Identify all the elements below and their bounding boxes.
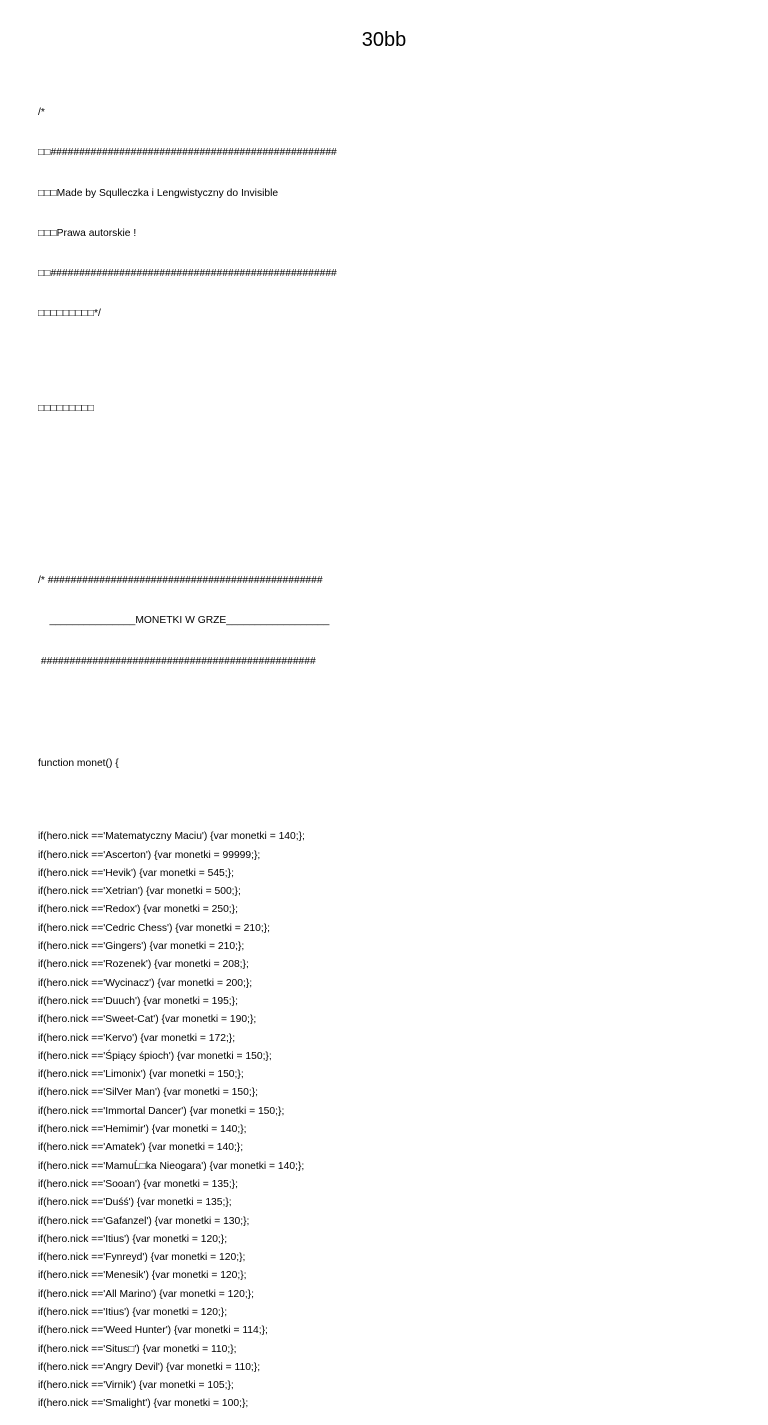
code-line: if(hero.nick =='Limonix') {var monetki = 150;}; (38, 1069, 244, 1081)
code-line: if(hero.nick =='Situs□') {var monetki = 110;}; (38, 1343, 237, 1355)
comment-line: /* (38, 107, 45, 118)
comment-line: □□################################################## (38, 147, 337, 159)
code-line: if(hero.nick =='Weed Hunter') {var monetki = 114;}; (38, 1325, 268, 1337)
code-line: if(hero.nick =='Itius') {var monetki = 120;}; (38, 1233, 228, 1245)
code-line: if(hero.nick =='Duuch') {var monetki = 195;}; (38, 995, 238, 1007)
code-line: if(hero.nick =='Angry Devil') {var monetki = 110;}; (38, 1361, 261, 1373)
code-line: if(hero.nick =='Ascerton') {var monetki = 99999;}; (38, 849, 261, 861)
code-line: if(hero.nick =='Hemimir') {var monetki = 140;}; (38, 1124, 247, 1136)
comment-line: □□□□□□□□□*/ (38, 308, 101, 320)
code-line: if(hero.nick =='Menesik') {var monetki = 120;}; (38, 1270, 247, 1282)
code-line: if(hero.nick =='Virnik') {var monetki = 105;}; (38, 1380, 234, 1392)
code-line: if(hero.nick =='SilVer Man') {var monetki = 150;}; (38, 1087, 258, 1099)
header-comment-block (38, 82, 738, 346)
code-lines (38, 828, 738, 1414)
code-line: if(hero.nick =='Matematyczny Maciu') {var monetki = 140;}; (38, 831, 305, 843)
function-header: function monet() { (38, 757, 119, 769)
code-line: if(hero.nick =='Śpiący śpioch') {var monetki = 150;}; (38, 1050, 272, 1062)
code-line: if(hero.nick =='Wycinacz') {var monetki = 200;}; (38, 977, 253, 989)
code-line: if(hero.nick =='Hevik') {var monetki = 545;}; (38, 867, 234, 879)
document-body (38, 60, 738, 1425)
code-line: if(hero.nick =='Sooan') {var monetki = 135;}; (38, 1178, 238, 1190)
comment-line: □□################################################## (38, 268, 337, 280)
code-line: if(hero.nick =='Kervo') {var monetki = 172;}; (38, 1032, 236, 1044)
section-comment-line: /* ################################################ (38, 575, 323, 587)
code-line: if(hero.nick =='Itius') {var monetki = 120;}; (38, 1306, 228, 1318)
comment-line: □□□Prawa autorskie ! (38, 227, 137, 239)
code-line: if(hero.nick =='Duśś') {var monetki = 135;}; (38, 1197, 232, 1209)
code-line: if(hero.nick =='Xetrian') {var monetki = 500;}; (38, 886, 241, 898)
code-line: if(hero.nick =='Gafanzel') {var monetki = 130;}; (38, 1215, 250, 1227)
code-line: if(hero.nick =='Smalight') {var monetki = 100;}; (38, 1398, 249, 1410)
section-comment-block (38, 550, 738, 693)
separator-glyphs: □□□□□□□□□ (38, 402, 94, 414)
code-line: if(hero.nick =='MamuĹ□ka Nieogara') {var monetki = 140;}; (38, 1160, 305, 1172)
code-line: if(hero.nick =='Sweet-Cat') {var monetki = 190;}; (38, 1014, 257, 1026)
code-line: if(hero.nick =='Immortal Dancer') {var monetki = 150;}; (38, 1105, 285, 1117)
code-line: if(hero.nick =='Cedric Chess') {var monetki = 210;}; (38, 922, 271, 934)
code-line: if(hero.nick =='Amatek') {var monetki = 140;}; (38, 1142, 244, 1154)
comment-line: □□□Made by Squlleczka i Lengwistyczny do Invisible (38, 187, 279, 199)
code-line: if(hero.nick =='Rozenek') {var monetki = 208;}; (38, 959, 249, 971)
section-comment-line: ################################################ (38, 655, 316, 667)
code-line: if(hero.nick =='All Marino') {var monetki = 120;}; (38, 1288, 254, 1300)
code-line: if(hero.nick =='Redox') {var monetki = 250;}; (38, 904, 238, 916)
code-line: if(hero.nick =='Fynreyd') {var monetki = 120;}; (38, 1252, 246, 1264)
code-line: if(hero.nick =='Gingers') {var monetki = 210;}; (38, 941, 245, 953)
section-comment-line: _______________MONETKI W GRZE__________________ (38, 615, 330, 627)
page-title: 30bb (361, 29, 407, 51)
